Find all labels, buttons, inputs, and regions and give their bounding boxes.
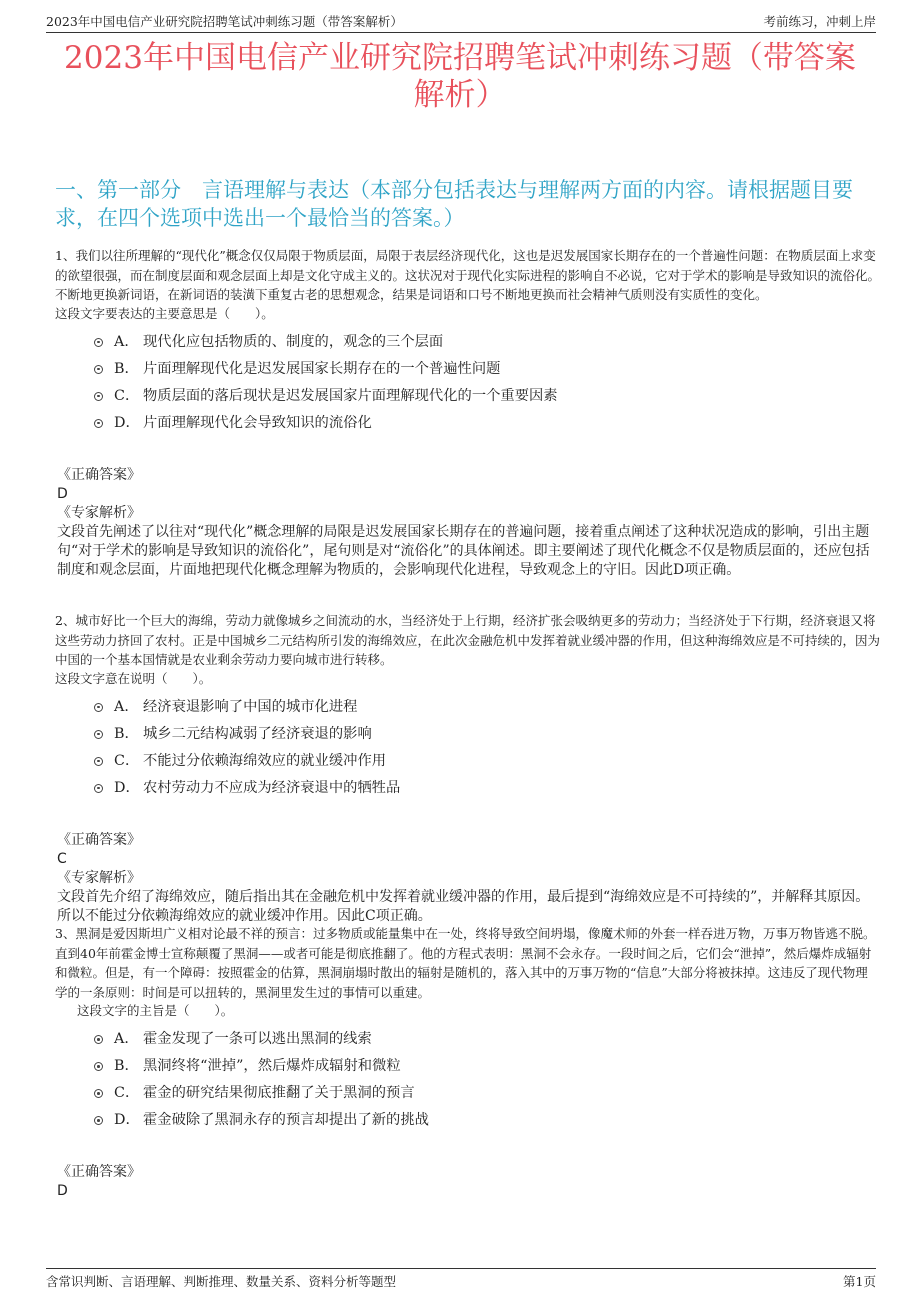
option-text: 霍金破除了黑洞永存的预言却提出了新的挑战	[143, 1112, 429, 1128]
option-letter: C．	[114, 752, 140, 769]
explanation-label: 《专家解析》	[57, 504, 141, 521]
footer-question-types: 含常识判断、言语理解、判断推理、数量关系、资料分析等题型	[46, 1274, 397, 1289]
section-heading: 一、第一部分 言语理解与表达（本部分包括表达与理解两方面的内容。请根据题目要求，在四个选项中选出一个最恰当的答案。）	[55, 178, 853, 230]
explanation-text: 文段首先介绍了海绵效应，随后指出其在金融危机中发挥着就业缓冲器的作用，最后提到“海绵效应是不可持续的”，并解释其原因。所以不能过分依赖海绵效应的就业缓冲作用。因此C项正确。	[57, 888, 870, 924]
option-text: 不能过分依赖海绵效应的就业缓冲作用	[143, 752, 387, 769]
option-text: 物质层面的落后现状是迟发展国家片面理解现代化的一个重要因素	[143, 387, 558, 404]
page-header	[46, 10, 876, 33]
question-text: 2、城市好比一个巨大的海绵，劳动力就像城乡之间流动的水，当经济处于上行期，经济扩张会吸纳更多的劳动力；当经济处于下行期，经济衰退又将这些劳动力挤回了农村。正是中国城乡二元结构所引发的海绵效应，在此次金融危机中发挥着就业缓冲器的作用，但这种海绵效应是不可持续的，因为中国的一个基本国情就是农业剩余劳动力要向城市进行转移。	[55, 613, 881, 667]
option-d[interactable]	[55, 410, 880, 437]
radio-icon[interactable]	[94, 338, 103, 347]
option-letter: B．	[114, 360, 139, 377]
option-a[interactable]	[55, 694, 880, 721]
explanation-text: 文段首先阐述了以往对“现代化”概念理解的局限是迟发展国家长期存在的普遍问题，接着重点阐述了这种状况造成的影响，引出主题句“对于学术的影响是导致知识的流俗化”，尾句则是对“流俗化”的具体阐述。即主要阐述了现代化概念不仅是物质层面的，还应包括制度和观念层面，片面地把现代化概念理解为物质的，会影响现代化进程，导致观念上的守旧。因此D项正确。	[57, 523, 870, 578]
radio-icon[interactable]	[94, 392, 103, 401]
radio-icon[interactable]	[94, 784, 103, 793]
options-list	[55, 329, 880, 437]
header-doc-title: 2023年中国电信产业研究院招聘笔试冲刺练习题（带答案解析）	[46, 14, 403, 29]
radio-icon[interactable]	[94, 1116, 103, 1125]
answer-value: C	[57, 850, 67, 867]
option-text: 现代化应包括物质的、制度的，观念的三个层面	[143, 333, 444, 350]
radio-icon[interactable]	[94, 1035, 103, 1044]
option-text: 霍金的研究结果彻底推翻了关于黑洞的预言	[143, 1085, 415, 1101]
question-prompt: 这段文字要表达的主要意思是（ ）。	[55, 305, 274, 321]
radio-icon[interactable]	[94, 703, 103, 712]
option-text: 农村劳动力不应成为经济衰退中的牺牲品	[143, 779, 401, 796]
explanation-label: 《专家解析》	[57, 869, 141, 886]
option-text: 经济衰退影响了中国的城市化进程	[143, 698, 358, 715]
option-a[interactable]	[55, 1026, 880, 1053]
option-c[interactable]	[55, 383, 880, 410]
option-text: 霍金发现了一条可以逃出黑洞的线索	[143, 1031, 372, 1047]
option-letter: D．	[114, 1112, 140, 1128]
question-1	[55, 246, 880, 580]
answer-value: D	[57, 1183, 68, 1199]
option-letter: D．	[114, 779, 140, 796]
page-footer	[46, 1268, 876, 1291]
radio-icon[interactable]	[94, 365, 103, 374]
option-text: 黑洞终将“泄掉”，然后爆炸成辐射和微粒	[143, 1058, 401, 1074]
option-d[interactable]	[55, 1107, 880, 1134]
answer-value: D	[57, 485, 68, 502]
option-b[interactable]	[55, 356, 880, 383]
question-prompt: 这段文字意在说明（ ）。	[55, 670, 212, 686]
radio-icon[interactable]	[94, 1089, 103, 1098]
question-prompt: 这段文字的主旨是（ ）。	[77, 1003, 234, 1018]
answer-label: 《正确答案》	[57, 466, 141, 483]
option-letter: B．	[114, 1058, 139, 1074]
option-letter: C．	[114, 1085, 140, 1101]
question-text: 3、黑洞是爱因斯坦广义相对论最不祥的预言：过多物质或能量集中在一处，终将导致空间坍塌，像魔术师的外套一样吞进万物，万事万物皆逃不脱。直到40年前霍金博士宣称颠覆了黑洞——或者可能是彻底推翻了。他的方程式表明：黑洞不会永存。一段时间之后，它们会“泄掉”，然后爆炸成辐射和微粒。但是，有一个障碍：按照霍金的估算，黑洞崩塌时散出的辐射是随机的，落入其中的万事万物的“信息”大部分将被抹掉。这违反了现代物理学的一条原则：时间是可以扭转的，黑洞里发生过的事情可以重建。	[55, 926, 876, 1000]
option-d[interactable]	[55, 775, 880, 802]
option-letter: C．	[114, 387, 140, 404]
option-c[interactable]	[55, 748, 880, 775]
question-2	[55, 611, 880, 926]
answer-label: 《正确答案》	[57, 1164, 141, 1180]
radio-icon[interactable]	[94, 1062, 103, 1071]
option-b[interactable]	[55, 1053, 880, 1080]
radio-icon[interactable]	[94, 730, 103, 739]
option-letter: A．	[114, 698, 139, 715]
option-b[interactable]	[55, 721, 880, 748]
option-c[interactable]	[55, 1080, 880, 1107]
option-text: 城乡二元结构减弱了经济衰退的影响	[143, 725, 372, 742]
option-letter: A．	[114, 1031, 139, 1047]
answer-label: 《正确答案》	[57, 831, 141, 848]
option-text: 片面理解现代化会导致知识的流俗化	[143, 414, 372, 431]
radio-icon[interactable]	[94, 419, 103, 428]
document-title: 2023年中国电信产业研究院招聘笔试冲刺练习题（带答案解析）	[64, 40, 856, 113]
option-letter: B．	[114, 725, 139, 742]
option-text: 片面理解现代化是迟发展国家长期存在的一个普遍性问题	[143, 360, 501, 377]
option-letter: A．	[114, 333, 139, 350]
question-text: 1、我们以往所理解的“现代化”概念仅仅局限于物质层面，局限于表层经济现代化，这也是迟发展国家长期存在的一个普遍性问题：在物质层面上求变的欲望很强，而在制度层面和观念层面上却是文化守成主义的。这状况对于现代化实际进程的影响自不必说，它对于学术的影响是导致知识的流俗化。不断地更换新词语，在新词语的装潢下重复古老的思想观念，结果是词语和口号不断地更换而社会精神气质则没有实质性的变化。	[55, 248, 881, 302]
question-3	[55, 924, 880, 1200]
header-slogan: 考前练习，冲刺上岸	[763, 14, 876, 29]
page-number: 第1页	[843, 1274, 876, 1289]
option-letter: D．	[114, 414, 140, 431]
option-a[interactable]	[55, 329, 880, 356]
radio-icon[interactable]	[94, 757, 103, 766]
options-list	[55, 1026, 880, 1134]
options-list	[55, 694, 880, 802]
